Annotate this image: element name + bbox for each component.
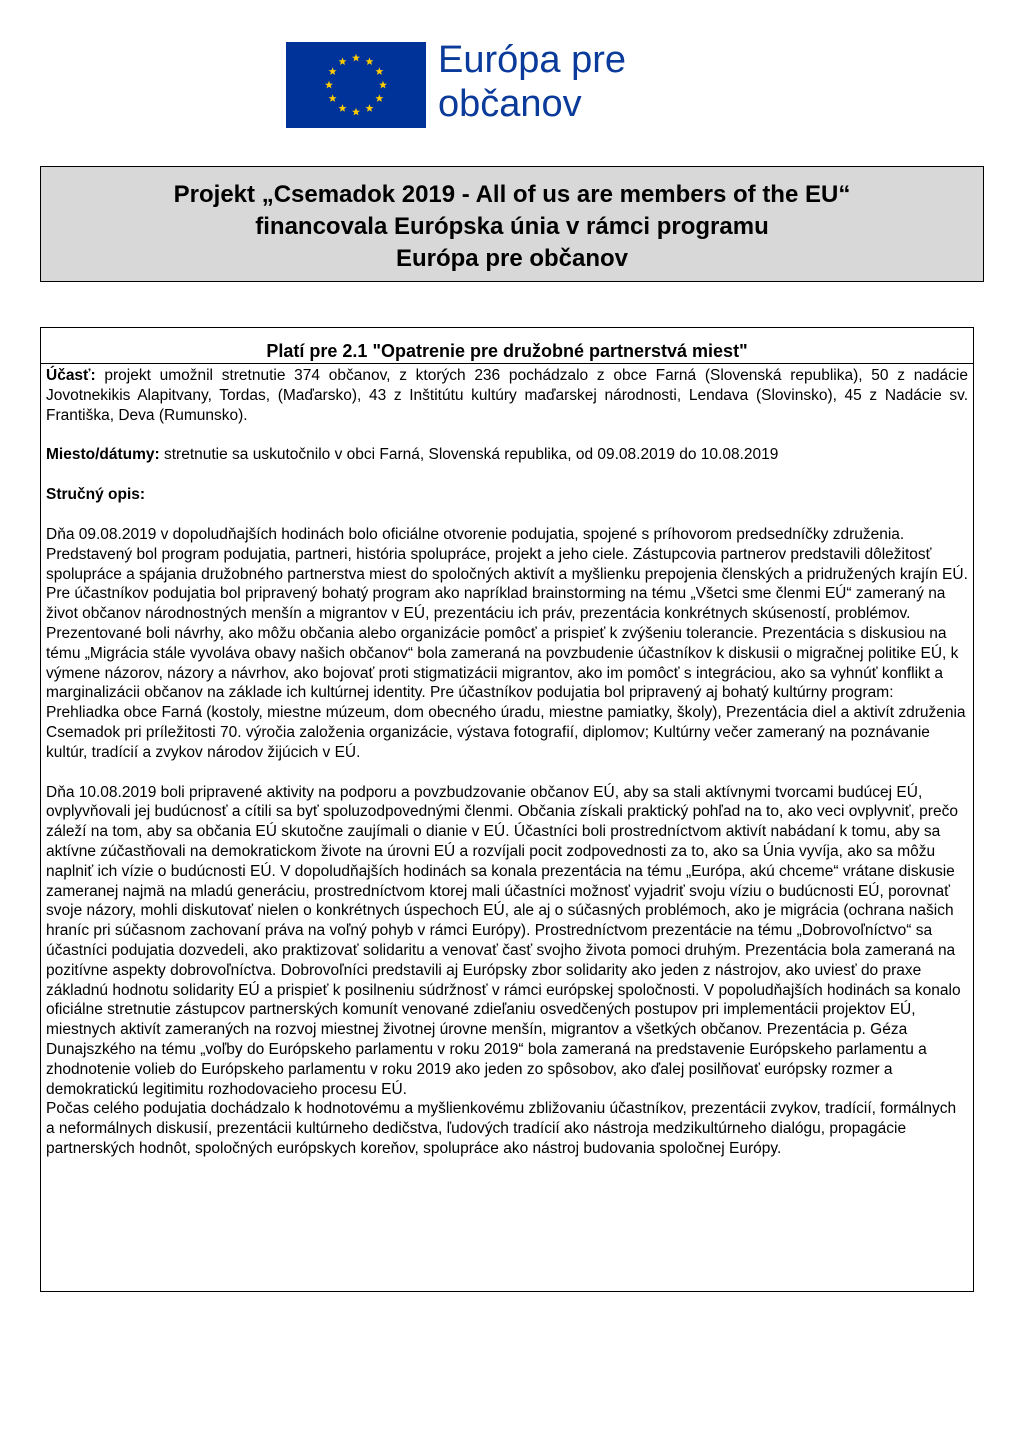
logo-line-1: Európa pre — [438, 39, 627, 81]
summary-paragraph-3: Počas celého podujatia dochádzalo k hodnotovému a myšlienkovému zbližovaniu účastníkov, prezentácii zvykov, tradícií, formálnych a neformálnych diskusií, prezentácii kultúrneho dedičstva, ľudových tradícií ako nástroja medzikultúrneho dialógu, propagácie partnerských hodnôt, spoločných európskych koreňov, spolupráce ako nástroj budovania spoločnej Európy. — [46, 1100, 957, 1157]
title-line-2: financovala Európska únia v rámci programu — [255, 213, 769, 240]
participation-label: Účasť: — [46, 367, 96, 384]
summary-paragraph-2: Dňa 10.08.2019 boli pripravené aktivity na podporu a povzbudzovanie občanov EÚ, aby sa stali aktívnymi tvorcami budúcej EÚ, ovplyvňovali jej budúcnosť a cítili sa byť spoluzodpovednými členmi. Občania získali praktický pohľad na to, ako veci ovplyvniť, prečo záleží na tom, aby sa občania EÚ skutočne zaujímali o dianie v EÚ. Účastníci boli prostredníctvom aktivít nabádaní k tomu, aby sa aktívne zúčastňovali na demokratickom živote na úrovni EÚ a rozvíjali pocit zodpovednosti za to, ako sa Únia vyvíja, ako sa môžu naplniť ich vízie o budúcnosti EÚ. V dopoludňajších hodinách sa konala prezentácia na tému „Európa, akú chceme“ vrátane diskusie zameranej najmä na mladú generáciu, prostredníctvom ktorej mali účastníci možnosť vyjadriť svoju víziu o budúcnosti EÚ, porovnať svoje názory, mohli diskutovať nielen o konkrétnych úspechoch EÚ, ale aj o súčasných problémoch, ako je migrácia (ochrana našich hraníc pri súčasnom zachovaní práva na voľný pohyb v rámci Európy). Prostredníctvom prezentácie na tému „Dobrovoľníctvo“ sa účastníci podujatia dozvedeli, ako praktizovať solidaritu a venovať časť svojho života pomoci druhým. Prezentácia bola zameraná na pozitívne aspekty dobrovoľníctva. Dobrovoľníci predstavili aj Európsky zbor solidarity ako jeden z nástrojov, ako uviesť do praxe základnú hodnotu solidarity EÚ a prispieť k posilneniu súdržnosť v rámci európskej spoločnosti. V popoludňajších hodinách sa konalo oficiálne stretnutie zástupcov partnerských komunít venované zdieľaniu osvedčených postupov pri implementácii projektov EÚ, miestnych aktivít zameraných na rozvoj miestnej životnej úrovne menšín, migrantov a všetkých občanov. Prezentácia p. Géza Dunajszkého na tému „voľby do Európskeho parlamentu v roku 2019“ bola zameraná na predstavenie Európskeho parlamentu a zhodnotenie volieb do Európskeho parlamentu v roku 2019 ako jeden zo spôsobov, ako ďalej posilňovať európsky rozmer a demokratickú legitimitu rozhodovacieho procesu EÚ. — [46, 783, 961, 1098]
participation-paragraph — [46, 366, 968, 425]
eu-flag-icon — [286, 42, 426, 128]
summary-paragraph-1: Dňa 09.08.2019 v dopoludňajších hodinách bolo oficiálne otvorenie podujatia, spojené s príhovorom predsedníčky združenia. Predstavený bol program podujatia, partneri, história spolupráce, projekt a jeho ciele. Zástupcovia partnerov predstavili dôležitosť spolupráce a spájania družobného partnerstva miest do spoločných aktivít a myšlienku prepojenia členských a pridružených krajín EÚ. Pre účastníkov podujatia bol pripravený bohatý program ako napríklad brainstorming na tému „Všetci sme členmi EÚ“ zameraný na život občanov národnostných menšín a migrantov v EÚ, prezentáciu ich práv, prezentácia konkrétnych skúseností, problémov. Prezentované boli návrhy, ako môžu občania alebo organizácie pomôcť a prispieť k zvýšeniu tolerancie. Prezentácia s diskusiou na tému „Migrácia stále vyvoláva obavy našich občanov“ bola zameraná na povzbudenie účastníkov k diskusii o migračnej politike EÚ, k výmene názorov, názory a návrhov, ako bojovať proti stigmatizácii migrantov, ako im pomôcť s integráciou, ako sa vyhnúť konflikt a marginalizácii občanov na základe ich kultúrnej identity. Pre účastníkov podujatia bol pripravený aj bohatý kultúrny program: Prehliadka obce Farná (kostoly, miestne múzeum, dom obecného úradu, miestne pamiatky, školy), Prezentácia diel a aktivít združenia Csemadok pri príležitosti 70. výročia založenia organizácie, výstava fotografií, diplomov; Kultúrny večer zameraný na poznávanie kultúr, tradícií a zvykov národov žijúcich v EÚ. — [46, 525, 968, 761]
place-label: Miesto/dátumy: — [46, 446, 160, 464]
logo-line-2: občanov — [438, 83, 582, 125]
title-line-3: Európa pre občanov — [395, 245, 629, 272]
place-text: stretnutie sa uskutočnilo v obci Farná, Slovenská republika, od 09.08.2019 do 10.08.2019 — [159, 446, 779, 464]
europa-pre-obcanov-logo — [286, 39, 646, 128]
description-content — [41, 364, 973, 1159]
place-paragraph — [46, 445, 968, 465]
logo-wordmark — [438, 38, 626, 126]
summary-label: Stručný opis: — [46, 486, 146, 504]
section-heading: Platí pre 2.1 "Opatrenie pre družobné partnerstvá miest" — [41, 328, 973, 364]
participation-text: projekt umožnil stretnutie 374 občanov, z ktorých 236 pochádzalo z obce Farná (Slovenská republika), 50 z nadácie Jovotnekikis Alapitvany, Tordas, (Maďarsko), 43 z Inštitútu kultúry maďarskej národnosti, Lendava (Slovinsko), 45 z Nadácie sv. Františka, Deva (Rumunsko). — [46, 367, 968, 424]
title-box — [40, 166, 984, 282]
description-box — [40, 327, 974, 1292]
title-line-1: Projekt „Csemadok 2019 - All of us are members of the EU“ — [173, 181, 851, 208]
